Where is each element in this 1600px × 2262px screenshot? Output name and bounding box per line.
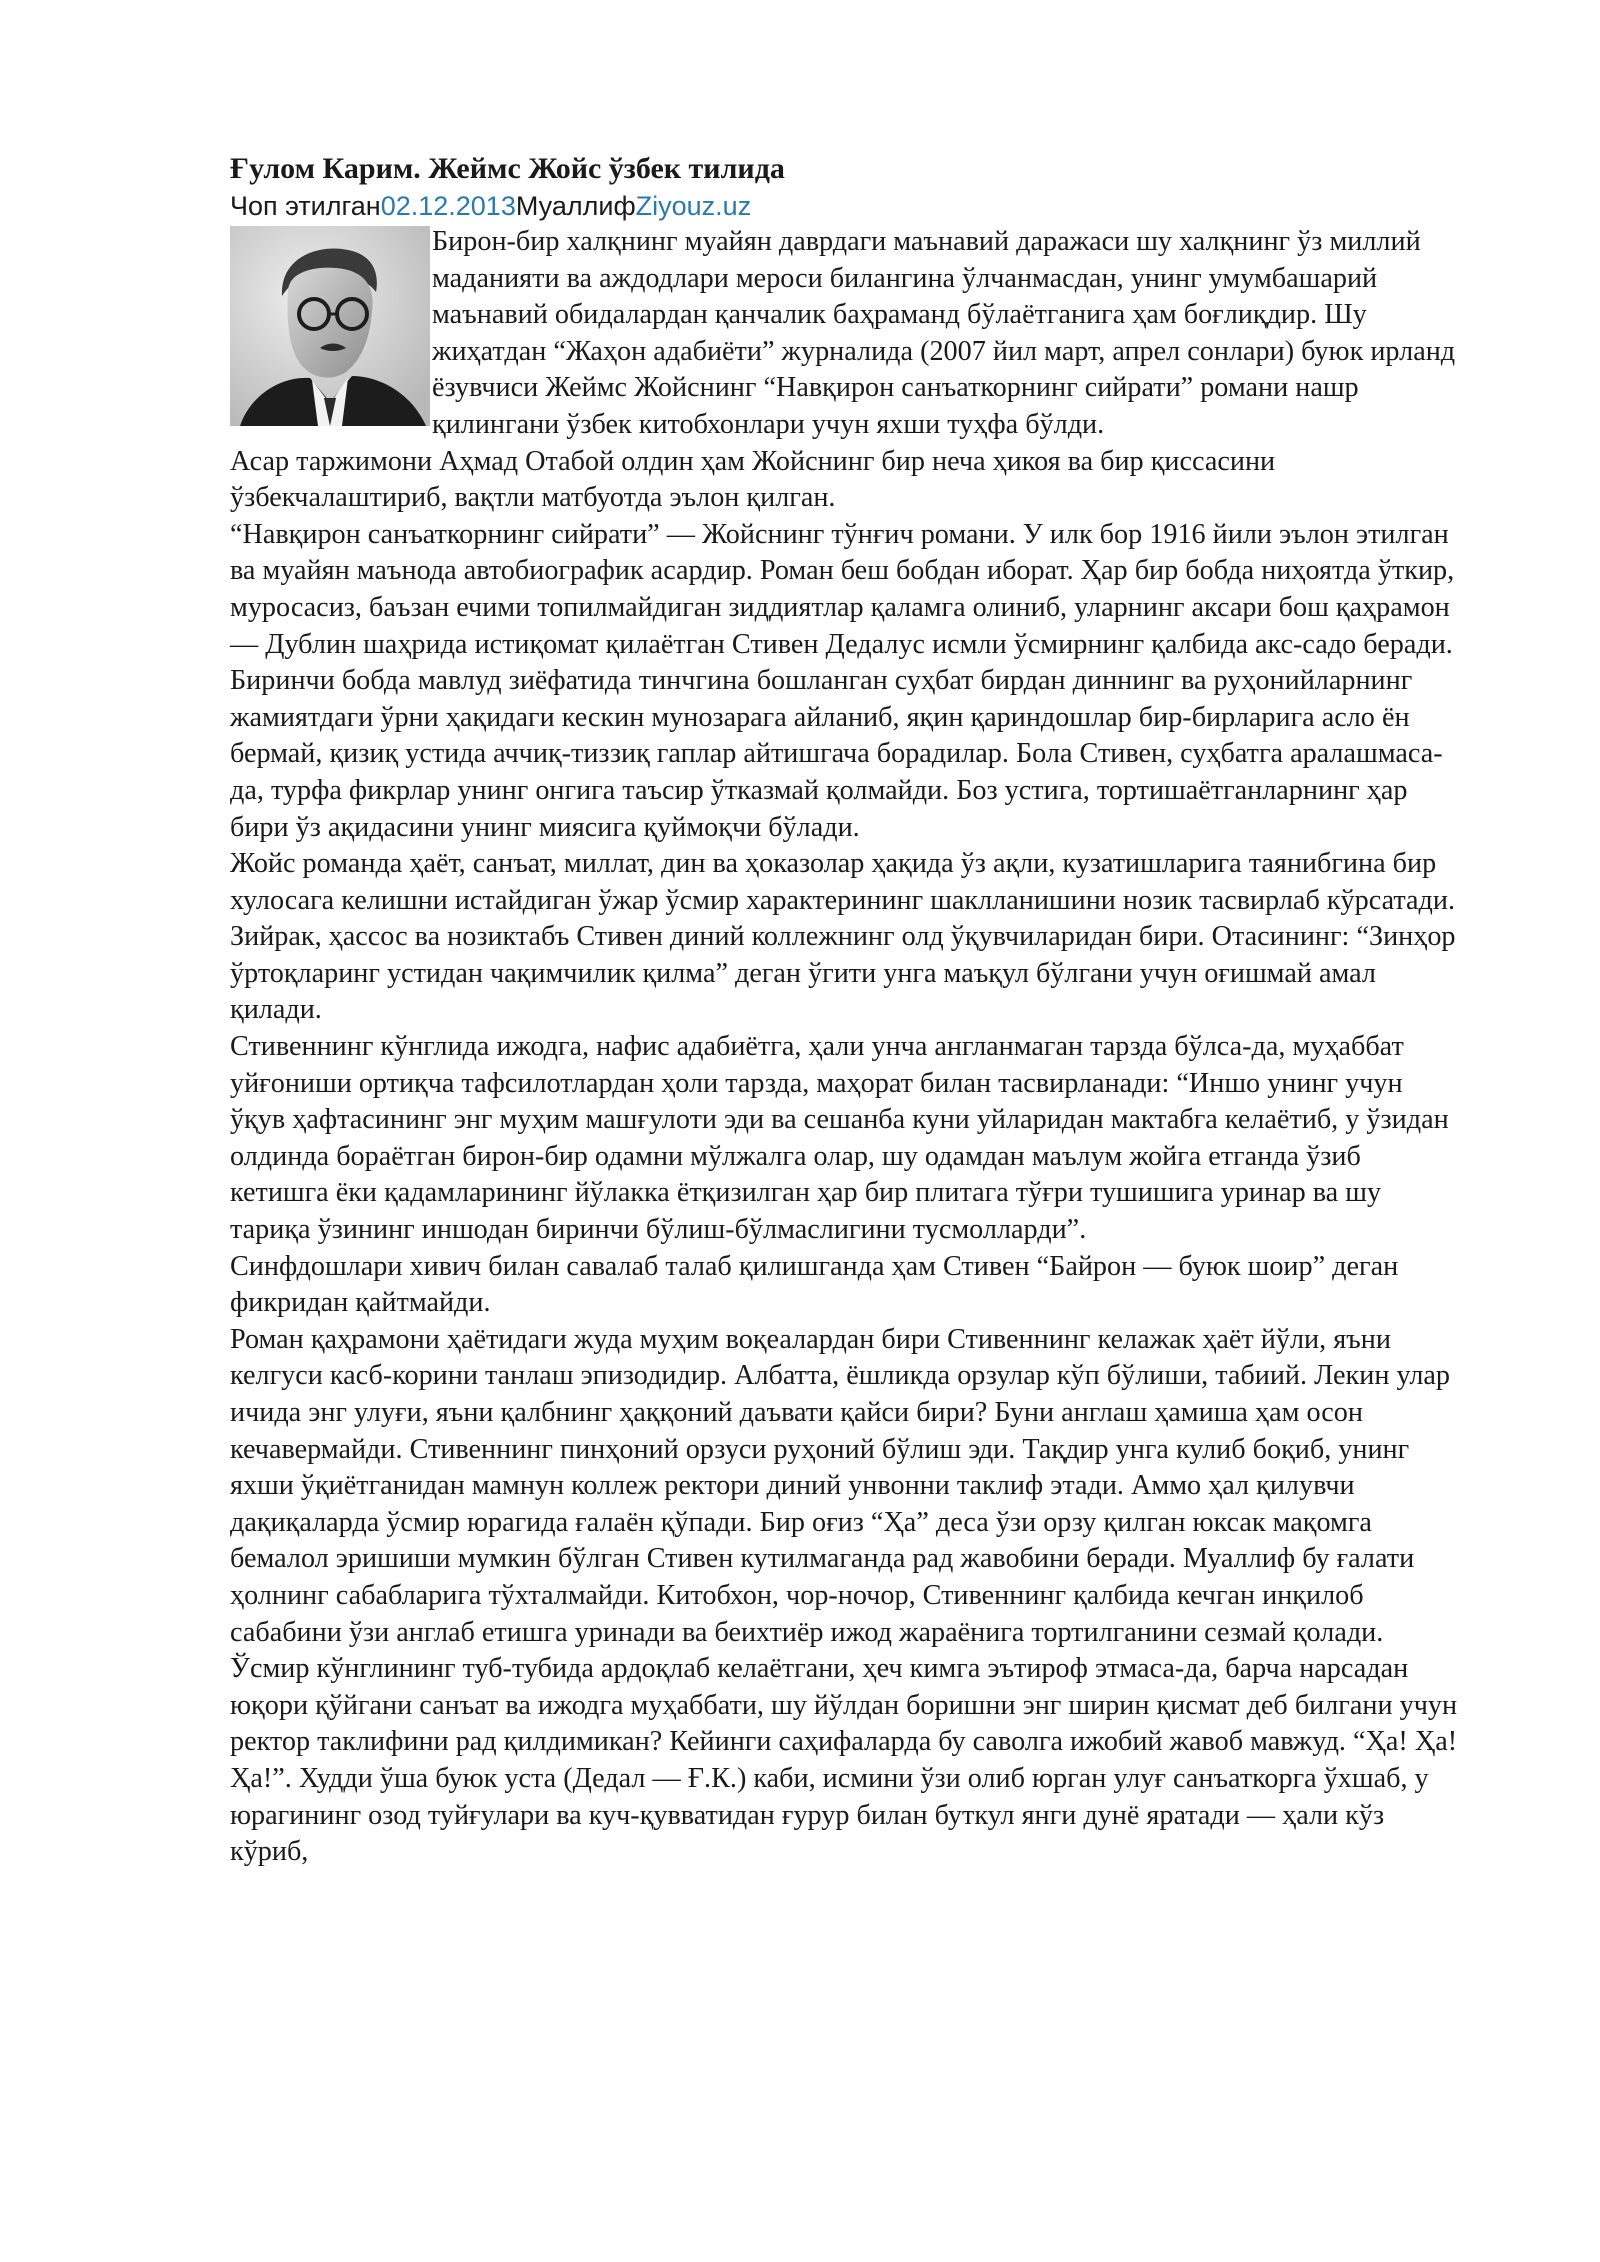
paragraph: Стивеннинг кўнглида ижодга, нафис адабиётга, ҳали унча англанмаган тарзда бўлса-да, муҳаббат уйғониши ортиқча тафсилотлардан ҳоли тарзда, маҳорат билан тасвирланади: “Иншо унинг учун ўқув ҳафтасининг энг муҳим машғулоти эди ва сешанба куни уйларидан мактабга келаётиб, у ўзидан олдинда бораётган бирон-бир одамни мўлжалга олар, шу одамдан маълум жойга етганда ўзиб кетишга ёки қадамларининг йўлакка ётқизилган ҳар бир плитага тўғри тушишига уринар ва шу тариқа ўзининг иншодан биринчи бўлиш-бўлмаслигини тусмолларди”.	[230, 1031, 1449, 1246]
article-title: Ғулом Карим. Жеймс Жойс ўзбек тилида	[230, 152, 785, 185]
article-body	[230, 224, 1462, 1871]
article	[230, 150, 1462, 1871]
author-portrait-image	[230, 226, 430, 426]
paragraph: Синфдошлари хивич билан савалаб талаб қилишганда ҳам Стивен “Байрон — буюк шоир” деган фикридан қайтмайди.	[230, 1250, 1399, 1319]
paragraph: “Навқирон санъаткорнинг сийрати” — Жойснинг тўнғич романи. У илк бор 1916 йили эълон этилган ва муайян маънода автобиографик асардир. Роман беш бобдан иборат. Ҳар бир бобда ниҳоятда ўткир, муросасиз, баъзан ечими топилмайдиган зиддиятлар қаламга олиниб, уларнинг аксари бош қаҳрамон — Дублин шаҳрида истиқомат қилаётган Стивен Дедалус исмли ўсмирнинг қалбида акс-садо беради.	[230, 518, 1455, 660]
published-label: Чоп этилган	[230, 191, 381, 221]
paragraph: Биринчи бобда мавлуд зиёфатида тинчгина бошланган суҳбат бирдан диннинг ва руҳонийларнинг жамиятдаги ўрни ҳақидаги кескин мунозарага айланиб, яқин қариндошлар бир-бирларига асло ён бермай, қизиқ устида аччиқ-тиззиқ гаплар айтишгача борадилар. Бола Стивен, суҳбатга аралашмаса-да, турфа фикрлар унинг онгига таъсир ўтказмай қолмайди. Боз устига, тортишаётганларнинг ҳар бири ўз ақидасини унинг миясига қуймоқчи бўлади.	[230, 665, 1443, 843]
paragraph: Асар таржимони Аҳмад Отабой олдин ҳам Жойснинг бир неча ҳикоя ва бир қиссасини ўзбекчалаштириб, вақтли матбуотда эълон қилган.	[230, 445, 1276, 514]
article-meta	[230, 188, 1462, 224]
paragraph: Роман қаҳрамони ҳаётидаги жуда муҳим воқеалардан бири Стивеннинг келажак ҳаёт йўли, яъни келгуси касб-корини танлаш эпизодидир. Албатта, ёшликда орзулар кўп бўлиши, табиий. Лекин улар ичида энг улуғи, яъни қалбнинг ҳаққоний даъвати қайси бири? Буни англаш ҳамиша ҳам осон кечавермайди. Стивеннинг пинҳоний орзуси руҳоний бўлиш эди. Тақдир унга кулиб боқиб, унинг яхши ўқиётганидан мамнун коллеж ректори диний унвонни таклиф этади. Аммо ҳал қилувчи дақиқаларда ўсмир юрагида ғалаён қўпади. Бир оғиз “Ҳа” деса ўзи орзу қилган юксак мақомга бемалол эришиши мумкин бўлган Стивен кутилмаганда рад жавобини беради. Муаллиф бу ғалати ҳолнинг сабабларига тўхталмайди. Китобхон, чор-ночор, Стивеннинг қалбида кечган инқилоб сабабини ўзи англаб етишга уринади ва беихтиёр ижод жараёнига тортилганини сезмай қолади. Ўсмир кўнглининг туб-тубида ардоқлаб келаётгани, ҳеч кимга эътироф этмаса-да, барча нарсадан юқори қўйгани санъат ва ижодга муҳаббати, шу йўлдан боришни энг ширин қисмат деб билгани учун ректор таклифини рад қилдимикан? Кейинги саҳифаларда бу саволга ижобий жавоб мавжуд. “Ҳа! Ҳа! Ҳа!”. Худди ўша буюк уста (Дедал — Ғ.К.) каби, исмини ўзи олиб юрган улуғ санъаткорга ўхшаб, у юрагининг озод туйғулари ва куч-қувватидан ғурур билан буткул янги дунё яратади — ҳали кўз кўриб,	[230, 1323, 1458, 1868]
paragraph: Бирон-бир халқнинг муайян даврдаги маънавий даражаси шу халқнинг ўз миллий маданияти ва аждодлари мероси билангина ўлчанмасдан, унинг умумбашарий маънавий обидалардан қанчалик баҳраманд бўлаётганига ҳам боғлиқдир. Шу жиҳатдан “Жаҳон адабиёти” журналида (2007 йил март, апрел сонлари) буюк ирланд ёзувчиси Жеймс Жойснинг “Навқирон санъаткорнинг сийрати” романи нашр қилингани ўзбек китобхонлари учун яхши туҳфа бўлди.	[432, 226, 1456, 440]
paragraph: Жойс романда ҳаёт, санъат, миллат, дин ва ҳоказолар ҳақида ўз ақли, кузатишларига таянибгина бир хулосага келишни истайдиган ўжар ўсмир характерининг шаклланишини нозик тасвирлаб кўрсатади. Зийрак, ҳассос ва нозиктабъ Стивен диний коллежнинг олд ўқувчиларидан бири. Отасининг: “Зинҳор ўртоқларинг устидан чақимчилик қилма” деган ўгити унга маъқул бўлгани учун оғишмай амал қилади.	[230, 848, 1456, 1026]
portrait-photo	[230, 226, 430, 426]
author-label: Муаллиф	[515, 191, 636, 221]
published-date-link[interactable]: 02.12.2013	[380, 191, 516, 221]
author-link[interactable]: Ziyouz.uz	[635, 191, 752, 221]
